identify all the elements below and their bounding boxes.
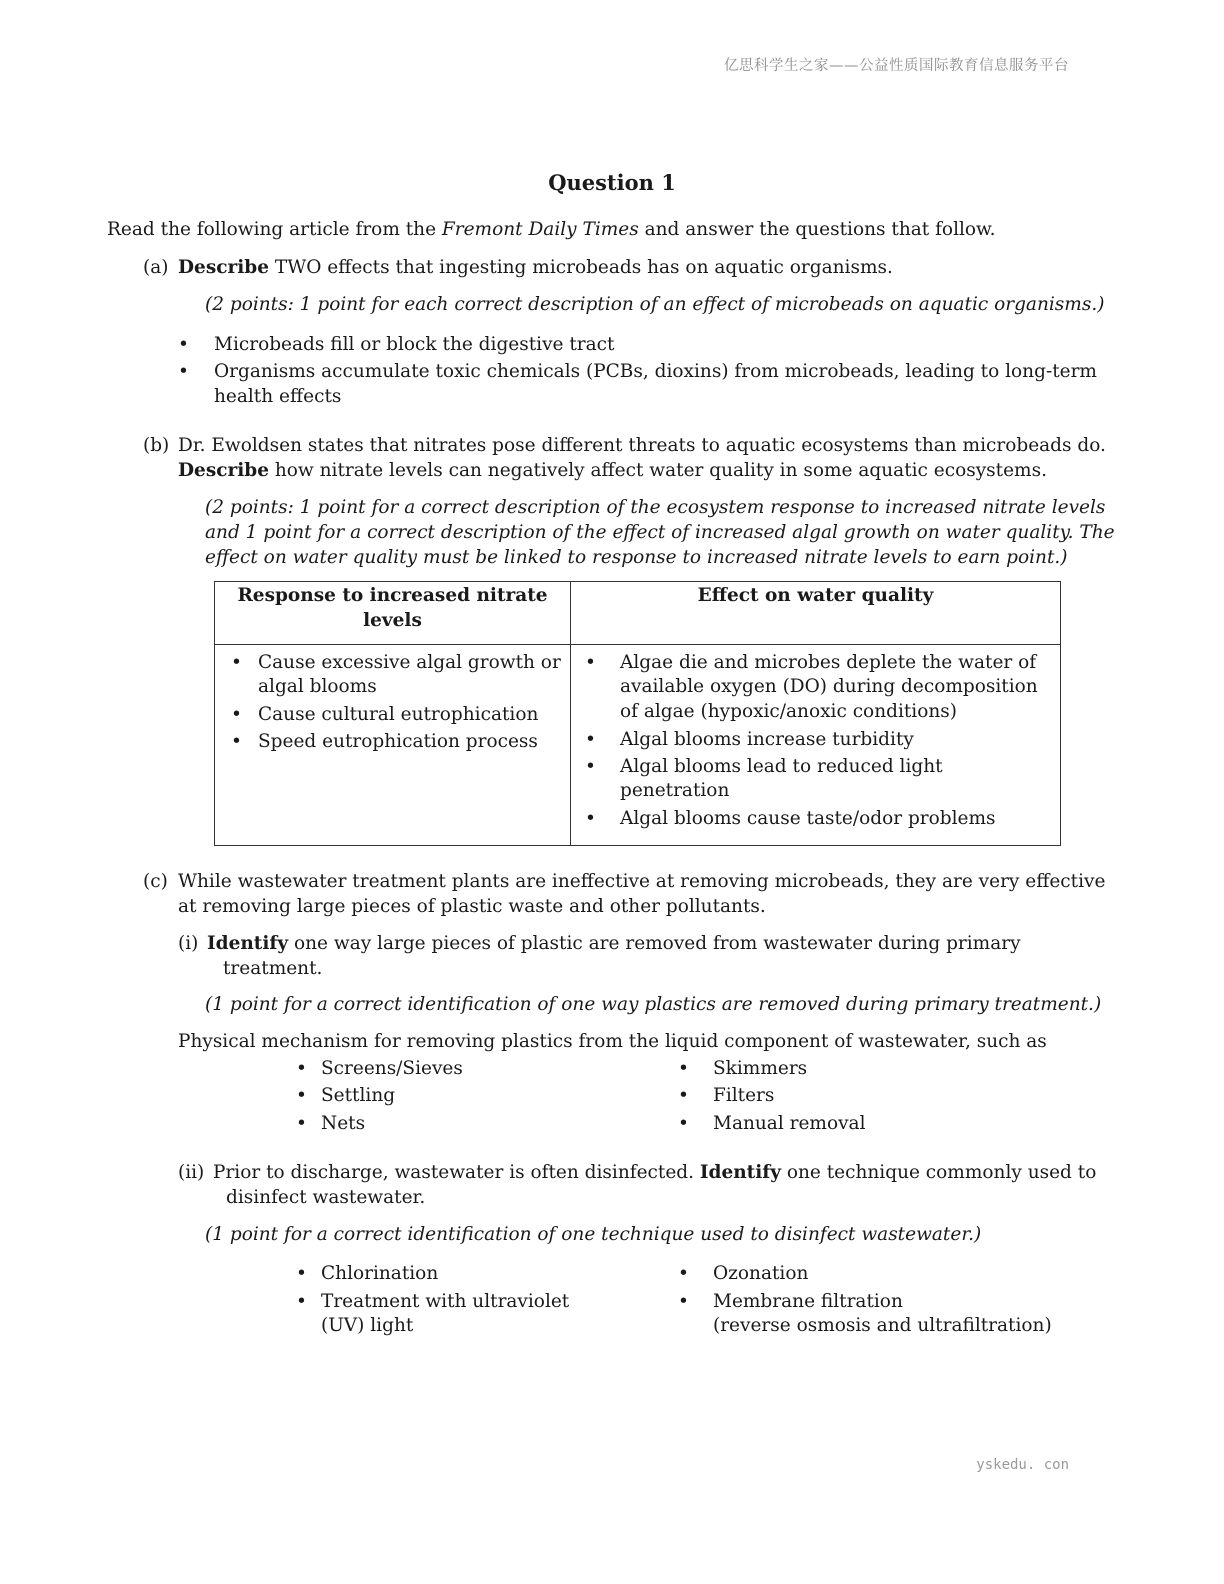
part-a-bullet-2: Organisms accumulate toxic chemicals (PCBs, dioxins) from microbeads, leading to long-term xyxy=(214,361,1097,382)
method-6: Manual removal xyxy=(713,1113,866,1134)
footer-watermark: yskedu. con xyxy=(976,1457,1069,1473)
bullet-dot: • xyxy=(296,1291,307,1312)
method-1: Screens/Sieves xyxy=(321,1058,463,1079)
bullet-dot: • xyxy=(678,1263,689,1284)
part-c-ii-before: Prior to discharge, wastewater is often disinfected. xyxy=(213,1162,700,1183)
table-cell-response xyxy=(215,645,571,846)
bullet-dot: • xyxy=(178,334,189,355)
bullet-dot: • xyxy=(585,652,596,673)
part-b-verb: Describe xyxy=(178,460,269,481)
effect-1-line-2: available oxygen (DO) during decomposition xyxy=(620,676,1038,697)
table-header-effect: Effect on water quality xyxy=(571,582,1061,645)
table-header-row xyxy=(215,582,1061,645)
intro-before: Read the following article from the xyxy=(107,219,442,240)
method-4: Skimmers xyxy=(713,1058,808,1079)
bullet-dot: • xyxy=(585,756,596,777)
part-c-ii-line-2: disinfect wastewater. xyxy=(226,1187,426,1208)
part-c-i-line-1 xyxy=(207,931,1021,956)
part-c-ii-label: (ii) xyxy=(178,1162,205,1183)
bullet-dot: • xyxy=(178,361,189,382)
part-b-scoring-1: (2 points: 1 point for a correct description of the ecosystem response to increased nitrate levels xyxy=(205,497,1106,518)
bullet-dot: • xyxy=(231,652,242,673)
technique-4-line-1: Membrane filtration xyxy=(713,1291,903,1312)
effect-4: Algal blooms cause taste/odor problems xyxy=(620,808,996,829)
part-c-line-1: While wastewater treatment plants are ineffective at removing microbeads, they are very effective xyxy=(178,871,1106,892)
part-c-ii-line-1 xyxy=(213,1160,1096,1185)
part-a-prompt-text: TWO effects that ingesting microbeads has on aquatic organisms. xyxy=(268,257,893,278)
page-title: Question 1 xyxy=(548,170,676,195)
intro-text xyxy=(107,217,996,242)
part-a-bullet-1: Microbeads fill or block the digestive tract xyxy=(214,334,615,355)
part-a-verb: Describe xyxy=(178,257,269,278)
response-3: Speed eutrophication process xyxy=(258,731,538,752)
part-b-scoring-3: effect on water quality must be linked to response to increased nitrate levels to earn point.) xyxy=(205,547,1068,568)
part-a-bullet-2-cont: health effects xyxy=(214,386,342,407)
part-c-label: (c) xyxy=(143,871,168,892)
response-2: Cause cultural eutrophication xyxy=(258,704,539,725)
part-c-i-line-1-text: one way large pieces of plastic are removed from wastewater during primary xyxy=(288,933,1021,954)
response-1-line-2: algal blooms xyxy=(258,676,377,697)
bullet-dot: • xyxy=(678,1085,689,1106)
method-3: Nets xyxy=(321,1113,366,1134)
method-2: Settling xyxy=(321,1085,396,1106)
response-1-line-1: Cause excessive algal growth or xyxy=(258,652,561,673)
bullet-dot: • xyxy=(585,729,596,750)
nitrate-table xyxy=(214,581,1061,846)
technique-2-line-2: (UV) light xyxy=(321,1315,414,1336)
part-b-scoring-2: and 1 point for a correct description of the effect of increased algal growth on water quality. The xyxy=(205,522,1115,543)
part-b-line-2-text: how nitrate levels can negatively affect water quality in some aquatic ecosystems. xyxy=(268,460,1047,481)
part-b-label: (b) xyxy=(143,435,170,456)
intro-source: Fremont Daily Times xyxy=(441,219,639,240)
bullet-dot: • xyxy=(585,808,596,829)
bullet-dot: • xyxy=(296,1058,307,1079)
part-c-line-2: at removing large pieces of plastic waste and other pollutants. xyxy=(178,896,766,917)
technique-2-line-1: Treatment with ultraviolet xyxy=(321,1291,570,1312)
part-c-i-scoring: (1 point for a correct identification of one way plastics are removed during primary treatment.) xyxy=(205,994,1102,1015)
bullet-dot: • xyxy=(296,1113,307,1134)
part-c-ii-scoring: (1 point for a correct identification of one technique used to disinfect wastewater.) xyxy=(205,1224,982,1245)
part-c-i-lead: Physical mechanism for removing plastics from the liquid component of wastewater, such as xyxy=(178,1031,1047,1052)
part-a-prompt xyxy=(178,255,893,280)
part-b-line-1: Dr. Ewoldsen states that nitrates pose different threats to aquatic ecosystems than microbeads do. xyxy=(178,435,1106,456)
part-c-i-label: (i) xyxy=(178,933,199,954)
technique-1: Chlorination xyxy=(321,1263,439,1284)
technique-4-line-2: (reverse osmosis and ultrafiltration) xyxy=(713,1315,1052,1336)
intro-after: and answer the questions that follow. xyxy=(638,219,996,240)
bullet-dot: • xyxy=(231,731,242,752)
table-header-response: Response to increased nitrate levels xyxy=(215,582,571,645)
table-cell-effect xyxy=(571,645,1061,846)
effect-3-line-2: penetration xyxy=(620,780,730,801)
part-c-i-line-2: treatment. xyxy=(223,958,323,979)
technique-3: Ozonation xyxy=(713,1263,809,1284)
bullet-dot: • xyxy=(678,1291,689,1312)
table-row xyxy=(215,645,1061,846)
bullet-dot: • xyxy=(678,1113,689,1134)
method-5: Filters xyxy=(713,1085,775,1106)
bullet-dot: • xyxy=(296,1263,307,1284)
bullet-dot: • xyxy=(231,704,242,725)
effect-1-line-3: of algae (hypoxic/anoxic conditions) xyxy=(620,701,957,722)
part-c-i-verb: Identify xyxy=(207,933,289,954)
effect-3-line-1: Algal blooms lead to reduced light xyxy=(620,756,943,777)
part-c-ii-verb: Identify xyxy=(699,1162,781,1183)
header-watermark: 亿思科学生之家——公益性质国际教育信息服务平台 xyxy=(724,58,1069,74)
part-a-scoring: (2 points: 1 point for each correct description of an effect of microbeads on aquatic organisms.) xyxy=(205,294,1105,315)
effect-2: Algal blooms increase turbidity xyxy=(620,729,914,750)
bullet-dot: • xyxy=(678,1058,689,1079)
effect-1-line-1: Algae die and microbes deplete the water of xyxy=(620,652,1037,673)
bullet-dot: • xyxy=(296,1085,307,1106)
part-b-line-2 xyxy=(178,458,1047,483)
part-c-ii-after: one technique commonly used to xyxy=(780,1162,1097,1183)
part-a-label: (a) xyxy=(143,257,169,278)
